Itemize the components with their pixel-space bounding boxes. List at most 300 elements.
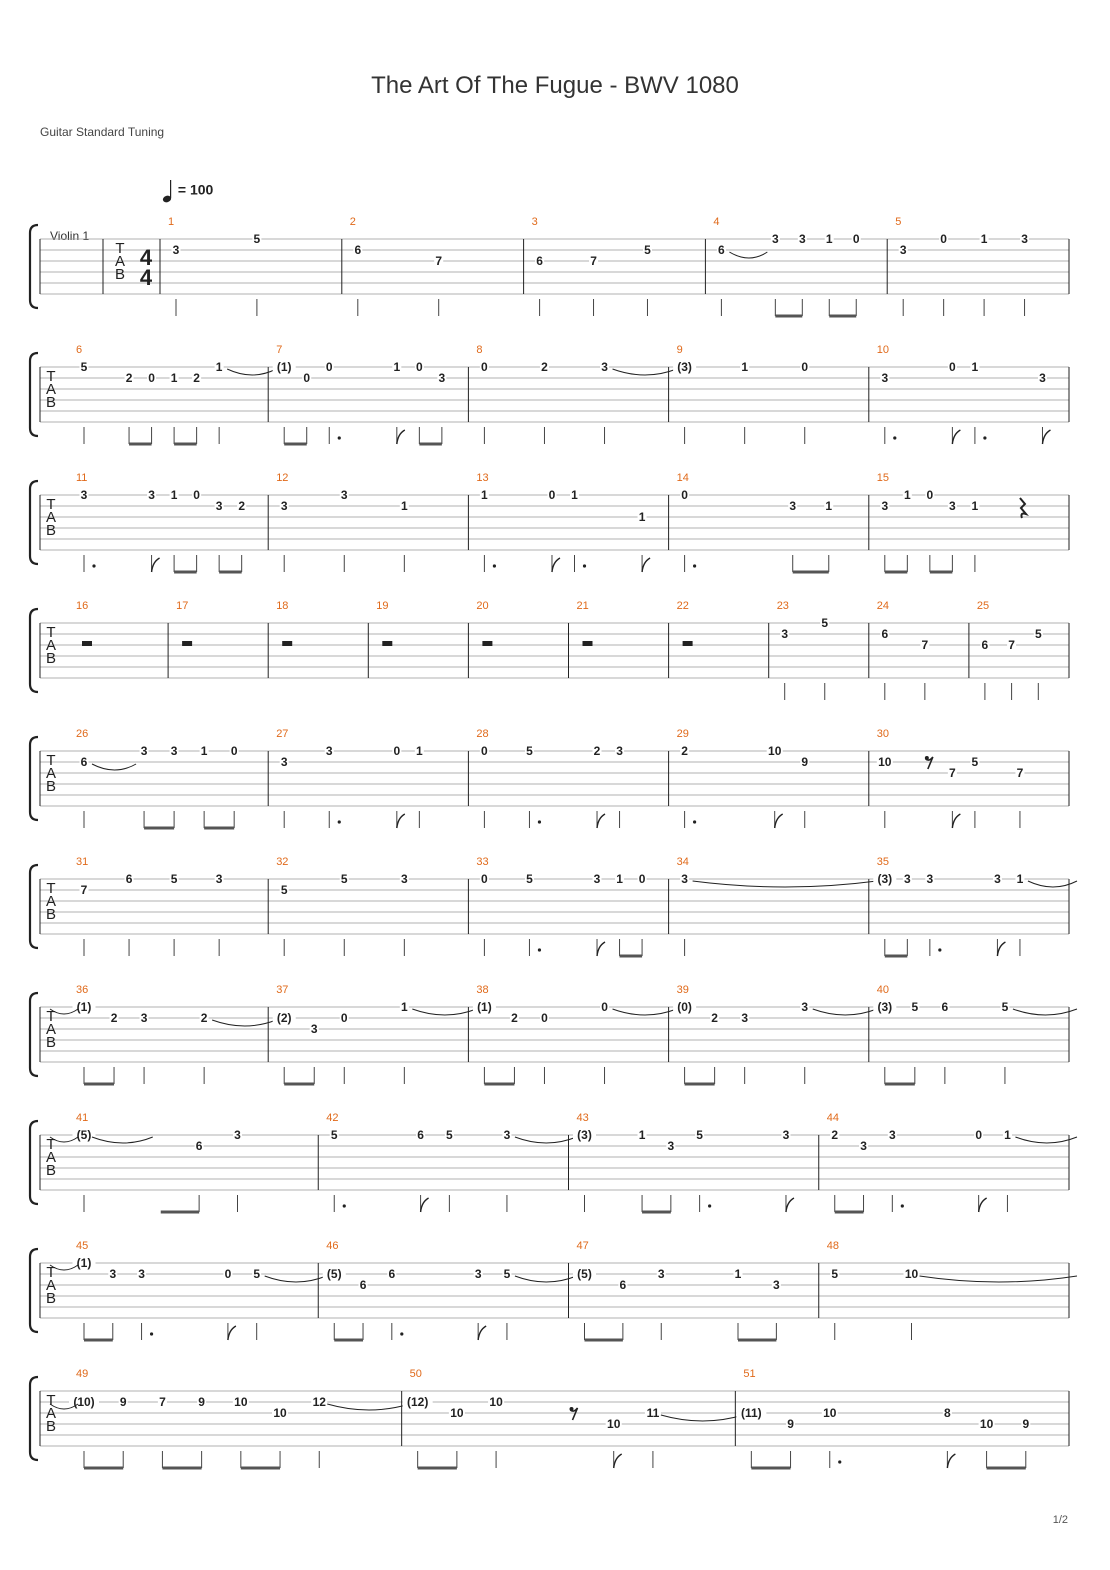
fret-number: 3 [234,1128,241,1142]
page-number: 1/2 [1052,1514,1068,1526]
fret-number: 5 [1001,1000,1009,1014]
fret-number: 0 [230,744,238,758]
fret-number: 0 [481,744,488,758]
measure-number: 3 [531,216,538,228]
fret-number: 0 [481,872,488,886]
fret-number: 0 [416,360,423,374]
fret-number: 2 [511,1011,518,1025]
fret-number: 5 [170,872,178,886]
measure-number: 51 [743,1368,756,1380]
fret-number: 1 [638,510,646,524]
fret-number: 3 [899,243,907,257]
fret-number: 1 [416,744,423,758]
dot [901,1204,904,1207]
tie [661,1415,743,1421]
fret-number: 5 [446,1128,453,1142]
measure-number: 28 [476,728,489,740]
fret-number: 1 [170,488,178,502]
fret-number: 1 [481,488,488,502]
fret-number: 0 [852,232,860,246]
fret-number: 3 [798,232,806,246]
fret-number: 5 [80,360,88,374]
half-rest [82,641,92,646]
fret-number: 6 [354,243,362,257]
fret-number: 0 [481,360,488,374]
fret-number: (3) [677,360,692,374]
dot [893,436,896,439]
fret-number: 3 [781,627,789,641]
measure-number: 38 [476,984,489,996]
fret-number: 0 [548,488,556,502]
system-bracket [30,481,38,564]
dot [150,1332,153,1335]
fret-number: 1 [980,232,988,246]
eighth-flag [642,558,650,572]
fret-number: 3 [593,872,601,886]
fret-number: 0 [601,1000,608,1014]
system-bracket [30,993,38,1076]
measure-number: 33 [476,856,489,868]
fret-number: 1 [616,872,623,886]
fret-number: 7 [1008,638,1015,652]
fret-number: 3 [148,488,155,502]
fret-number: 2 [125,371,133,385]
measure-number: 49 [76,1368,89,1380]
fret-number: 3 [616,744,623,758]
fret-number: 5 [696,1128,703,1142]
eighth-flag [552,558,560,572]
fret-number: 7 [1016,766,1024,780]
fret-number: 6 [195,1139,203,1153]
fret-number: 6 [981,638,989,652]
tab-clef-letter: T [46,496,56,513]
fret-number: 1 [170,371,178,385]
fret-number: (3) [877,872,893,886]
fret-number: 1 [1016,872,1024,886]
fret-number: 1 [825,499,833,513]
fret-number: 3 [170,744,178,758]
tab-clef-letter: B [45,522,57,539]
eighth-flag [947,1454,955,1468]
tab-clef-letter: B [45,1162,57,1179]
fret-number: 1 [400,499,408,513]
half-rest [583,641,593,646]
fret-number: 1 [1004,1128,1011,1142]
fret-number: 0 [393,744,401,758]
fret-number: 6 [619,1278,627,1292]
measure-number: 5 [895,216,902,228]
fret-number: 3 [400,872,408,886]
fret-number: 0 [541,1011,548,1025]
fret-number: 3 [138,1267,145,1281]
fret-number: 9 [787,1417,794,1431]
fret-number: 0 [325,360,333,374]
fret-number: 3 [503,1128,511,1142]
tab-clef-letter: T [115,240,125,257]
fret-number: 9 [1022,1417,1030,1431]
tab-clef-letter: A [45,637,57,654]
fret-number: 0 [801,360,809,374]
measure-number: 4 [713,216,720,228]
tab-clef-letter: T [46,752,56,769]
fret-number: 7 [921,638,929,652]
fret-number: 6 [718,243,725,257]
fret-number: 6 [417,1128,424,1142]
measure-number: 26 [76,728,89,740]
tab-clef-letter: A [45,509,57,526]
measure-number: 16 [76,600,89,612]
fret-number: 5 [253,232,261,246]
fret-number: 10 [273,1406,287,1420]
fret-number: 3 [888,1128,896,1142]
tab-clef-letter: A [45,1277,57,1294]
fret-number: (2) [276,1011,292,1025]
fret-number: 6 [941,1000,949,1014]
fret-number: (5) [76,1128,92,1142]
fret-number: 9 [119,1395,127,1409]
measure-number: 7 [276,344,283,356]
half-rest [382,641,392,646]
fret-number: 3 [903,872,911,886]
measure-number: 1 [168,216,175,228]
tuning-label: Guitar Standard Tuning [40,125,165,139]
measure-number: 6 [76,344,83,356]
fret-number: 3 [140,1011,148,1025]
fret-number: 10 [450,1406,464,1420]
fret-number: 3 [215,872,223,886]
measure-number: 14 [676,472,689,484]
fret-number: 5 [971,755,979,769]
fret-number: 5 [526,744,533,758]
eighth-flag [478,1326,486,1340]
measure-number: 43 [576,1112,589,1124]
fret-number: 1 [200,744,208,758]
tab-clef-letter: T [46,1392,56,1409]
eighth-flag [614,1454,622,1468]
measure-number: 25 [976,600,990,612]
fret-number: 8 [944,1406,951,1420]
fret-number: 3 [926,872,934,886]
tab-clef-letter: T [46,368,56,385]
fret-number: 5 [644,243,651,257]
fret-number: 3 [215,499,223,513]
measure-number: 13 [476,472,489,484]
tab-clef-letter: B [45,906,57,923]
measure-number: 29 [676,728,689,740]
fret-number: 3 [994,872,1001,886]
measure-number: 27 [276,728,289,740]
dot [838,1460,841,1463]
eighth-flag [397,814,405,828]
fret-number: 5 [1034,627,1042,641]
fret-number: 5 [340,872,348,886]
eighth-flag [152,558,160,572]
fret-number: 5 [330,1128,338,1142]
fret-number: (11) [740,1406,762,1420]
fret-number: (5) [326,1267,342,1281]
system-bracket [30,1121,38,1204]
dot [938,948,941,951]
dot [693,564,696,567]
fret-number: 11 [646,1406,660,1420]
fret-number: (3) [877,1000,893,1014]
fret-number: 12 [312,1395,326,1409]
fret-number: 7 [949,766,956,780]
fret-number: 5 [831,1267,839,1281]
eighth-flag [397,430,405,444]
system-bracket [30,225,38,308]
fret-number: (0) [677,1000,692,1014]
fret-number: 3 [741,1011,749,1025]
fret-number: (1) [76,1000,92,1014]
fret-number: 6 [80,755,88,769]
fret-number: 0 [681,488,688,502]
fret-number: 3 [801,1000,809,1014]
tab-clef-letter: B [45,650,57,667]
tab-clef-letter: B [45,394,57,411]
fret-number: 2 [200,1011,208,1025]
eighth-flag [421,1198,429,1212]
dot [400,1332,403,1335]
measure-number: 31 [76,856,89,868]
measure-number: 34 [676,856,689,868]
dot [538,948,541,951]
fret-number: 7 [590,254,597,268]
fret-number: 6 [881,627,889,641]
measure-number: 19 [376,600,389,612]
system-bracket [30,737,38,820]
tab-clef-letter: T [46,880,56,897]
fret-number: 3 [109,1267,117,1281]
tab-clef-letter: A [45,1149,57,1166]
fret-number: 1 [825,232,833,246]
fret-number: 5 [503,1267,511,1281]
fret-number: 3 [949,499,956,513]
fret-number: 2 [593,744,601,758]
fret-number: 1 [393,360,401,374]
fret-number: 10 [234,1395,248,1409]
tab-clef-letter: B [114,266,126,283]
fret-number: 1 [971,360,979,374]
tie [515,1276,577,1282]
measure-number: 21 [576,600,589,612]
tab-clef-letter: T [46,1008,56,1025]
half-rest [683,641,693,646]
tie [693,881,877,887]
dot [493,564,496,567]
fret-number: 3 [310,1022,318,1036]
fret-number: 3 [1021,232,1028,246]
fret-number: (1) [276,360,292,374]
fret-number: 0 [638,872,646,886]
fret-number: 9 [801,755,809,769]
fret-number: 3 [789,499,797,513]
tempo-value: = 100 [177,181,214,198]
time-signature-bottom: 4 [139,265,153,290]
tab-clef-letter: B [45,1034,57,1051]
measure-number: 10 [876,344,890,356]
song-title: The Art Of The Fugue - BWV 1080 [371,72,739,99]
fret-number: 3 [681,872,688,886]
fret-number: 2 [238,499,246,513]
tie [1015,1137,1077,1143]
measure-number: 50 [409,1368,422,1380]
fret-number: 3 [340,488,348,502]
tie [412,1009,476,1015]
fret-number: 2 [681,744,688,758]
fret-number: 2 [110,1011,118,1025]
tie [515,1137,577,1143]
tab-clef-letter: T [46,1264,56,1281]
tab-clef-letter: A [45,381,57,398]
measure-number: 8 [476,344,483,356]
tie [813,1009,877,1015]
measure-number: 44 [826,1112,839,1124]
tie [227,369,276,375]
tie [212,1020,276,1026]
fret-number: 5 [911,1000,919,1014]
fret-number: 1 [400,1000,408,1014]
eighth-flag [597,814,605,828]
fret-number: 3 [80,488,88,502]
measure-number: 37 [276,984,289,996]
measure-number: 45 [76,1240,89,1252]
dot [693,820,696,823]
tie [1013,1009,1077,1015]
fret-number: 10 [904,1267,919,1281]
fret-number: 1 [903,488,911,502]
fret-number: 1 [741,360,749,374]
fret-number: 2 [541,360,548,374]
measure-number: 30 [876,728,890,740]
tie [613,1009,677,1015]
fret-number: 3 [667,1139,675,1153]
fret-number: 5 [821,616,829,630]
measure-number: 35 [876,856,890,868]
tab-clef-letter: B [45,1290,57,1307]
fret-number: 1 [734,1267,742,1281]
fret-number: 3 [474,1267,482,1281]
measure-number: 46 [326,1240,339,1252]
fret-number: 2 [711,1011,718,1025]
fret-number: 3 [881,499,889,513]
measure-number: 15 [876,472,890,484]
eighth-flag [228,1326,236,1340]
fret-number: 3 [325,744,333,758]
fret-number: 3 [140,744,148,758]
tab-clef-letter: A [45,765,57,782]
measure-number: 24 [876,600,890,612]
fret-number: 5 [526,872,533,886]
dot [338,436,341,439]
fret-number: 0 [949,360,956,374]
measure-number: 41 [76,1112,89,1124]
dot [343,1204,346,1207]
measure-number: 11 [76,472,88,484]
fret-number: 0 [975,1128,982,1142]
eighth-flag [1042,430,1050,444]
fret-number: (5) [577,1267,592,1281]
fret-number: 2 [831,1128,839,1142]
eighth-flag [597,942,605,956]
fret-number: 2 [193,371,200,385]
measure-number: 18 [276,600,289,612]
fret-number: 1 [638,1128,646,1142]
system-bracket [30,609,38,692]
fret-number: 0 [224,1267,232,1281]
measure-number: 40 [876,984,890,996]
time-signature-top: 4 [139,245,153,270]
eighth-rest-dot [570,1407,574,1411]
fret-number: 3 [601,360,608,374]
fret-number: 3 [657,1267,665,1281]
tab-clef-letter: A [114,253,126,270]
measure-number: 17 [176,600,189,612]
dot [92,564,95,567]
fret-number: 0 [340,1011,348,1025]
system-bracket [30,353,38,436]
fret-number: 6 [388,1267,396,1281]
fret-number: 10 [607,1417,621,1431]
fret-number: 10 [768,744,782,758]
measure-number: 42 [326,1112,339,1124]
eighth-flag [979,1198,987,1212]
tie [265,1276,327,1282]
fret-number: (12) [406,1395,429,1409]
tab-clef-letter: B [45,778,57,795]
fret-number: 10 [979,1417,994,1431]
half-rest [182,641,192,646]
tab-clef-letter: A [45,1405,57,1422]
fret-number: 0 [303,371,311,385]
tie [920,1276,1078,1282]
system-bracket [30,1377,38,1460]
tab-clef-letter: T [46,1136,56,1153]
tab-clef-letter: A [45,1021,57,1038]
eighth-flag [952,814,960,828]
measure-number: 36 [76,984,89,996]
dot [708,1204,711,1207]
fret-number: 0 [940,232,947,246]
measure-number: 12 [276,472,289,484]
fret-number: 3 [860,1139,867,1153]
measure-number: 47 [576,1240,589,1252]
measure-number: 32 [276,856,289,868]
half-rest [482,641,492,646]
dot [538,820,541,823]
fret-number: 6 [125,872,133,886]
measure-number: 9 [676,344,683,356]
fret-number: 3 [280,755,288,769]
fret-number: 3 [773,1278,780,1292]
measure-number: 20 [476,600,489,612]
fret-number: 10 [489,1395,503,1409]
dot [583,564,586,567]
fret-number: (10) [73,1395,95,1409]
fret-number: 0 [193,488,200,502]
fret-number: 3 [172,243,180,257]
fret-number: (1) [477,1000,492,1014]
fret-number: 3 [438,371,446,385]
fret-number: 3 [782,1128,790,1142]
fret-number: (3) [577,1128,592,1142]
tab-clef-letter: B [45,1418,57,1435]
tab-clef-letter: T [46,624,56,641]
measure-number: 2 [349,216,356,228]
tie [327,1404,409,1410]
tie [92,764,136,770]
measure-number: 22 [676,600,689,612]
